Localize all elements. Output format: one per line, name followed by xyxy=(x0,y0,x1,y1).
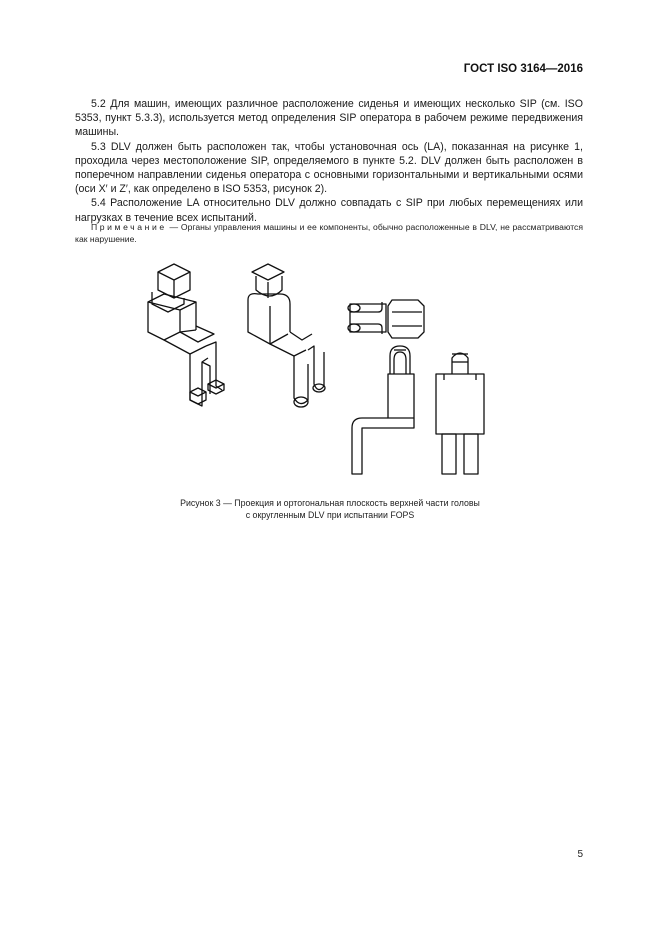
dlv-side-view xyxy=(352,346,414,474)
note-label: Примечание xyxy=(91,222,167,232)
paragraph-5-4: 5.4 Расположение LA относительно DLV должно совпадать с SIP при любых перемещениях или нагрузках в течение всех испытаний. xyxy=(75,197,583,224)
dlv-isometric-rounded-head xyxy=(248,264,325,407)
dlv-isometric-square-head xyxy=(148,264,224,406)
body-text xyxy=(75,97,583,225)
figure-caption-line-1: Рисунок 3 — Проекция и ортогональная плоскость верхней части головы xyxy=(180,498,480,508)
dlv-front-view xyxy=(436,353,484,474)
dlv-top-view xyxy=(348,300,424,338)
paragraph-5-3: 5.3 DLV должен быть расположен так, чтобы установочная ось (LA), показанная на рисунке 1, проходила через местоположение SIP, определяемого в пункте 5.2. DLV должен быть расположен в поперечном направлении сиденья оператора с основными горизонтальными и вертикальными осями (оси X′ и Z′, как определено в ISO 5353, рисунок 2). xyxy=(75,140,583,196)
standard-header: ГОСТ ISO 3164—2016 xyxy=(463,63,583,75)
figure-caption-line-2: с округленным DLV при испытании FOPS xyxy=(245,510,415,520)
page-number: 5 xyxy=(577,849,583,860)
note xyxy=(75,221,583,245)
paragraph-5-2: 5.2 Для машин, имеющих различное расположение сиденья и имеющих несколько SIP (см. ISO 5353, пункт 5.3.3), используется метод определения SIP оператора в рабочем режиме передвижения машины. xyxy=(75,98,583,139)
figure-3-dlv-drawings xyxy=(130,262,490,492)
note-text: — Органы управления машины и ее компоненты, обычно расположенные в DLV, не рассматриваются как нарушение. xyxy=(75,222,583,244)
figure-caption xyxy=(100,497,560,521)
